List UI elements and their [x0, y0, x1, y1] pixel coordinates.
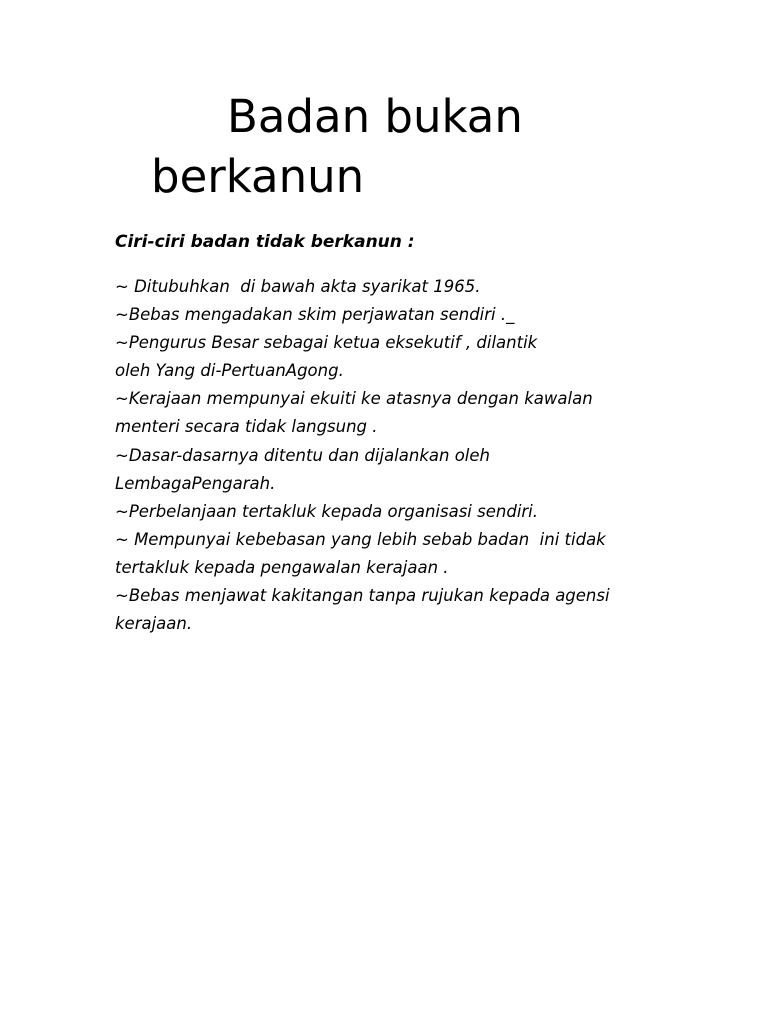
text-line: ~Perbelanjaan tertakluk kepada organisasi sendiri.	[115, 501, 539, 521]
text-line: menteri secara tidak langsung .	[115, 417, 378, 437]
text-line: ~ Mempunyai kebebasan yang lebih sebab badan ini tidak	[115, 529, 606, 549]
text-line: ~Dasar-dasarnya ditentu dan dijalankan oleh	[115, 445, 490, 465]
text-line: oleh Yang di-PertuanAgong.	[115, 361, 344, 381]
text-line: ~Bebas menjawat kakitangan tanpa rujukan kepada agensi	[115, 586, 610, 606]
page-title-line-2: berkanun	[151, 150, 365, 203]
text-line: ~Pengurus Besar sebagai ketua eksekutif , dilantik	[115, 333, 538, 353]
text-line: tertakluk kepada pengawalan kerajaan .	[115, 557, 449, 577]
text-line: ~ Ditubuhkan di bawah akta syarikat 1965.	[115, 277, 481, 296]
characteristics-list	[115, 273, 735, 638]
text-line: ~Bebas mengadakan skim perjawatan sendiri ._	[115, 305, 515, 325]
page-title-line-1: Badan bukan	[227, 90, 523, 143]
text-line: LembagaPengarah.	[115, 473, 276, 493]
text-line: ~Kerajaan mempunyai ekuiti ke atasnya dengan kawalan	[115, 389, 593, 409]
section-heading: Ciri-ciri badan tidak berkanun :	[115, 232, 415, 252]
text-line: kerajaan.	[115, 614, 193, 634]
